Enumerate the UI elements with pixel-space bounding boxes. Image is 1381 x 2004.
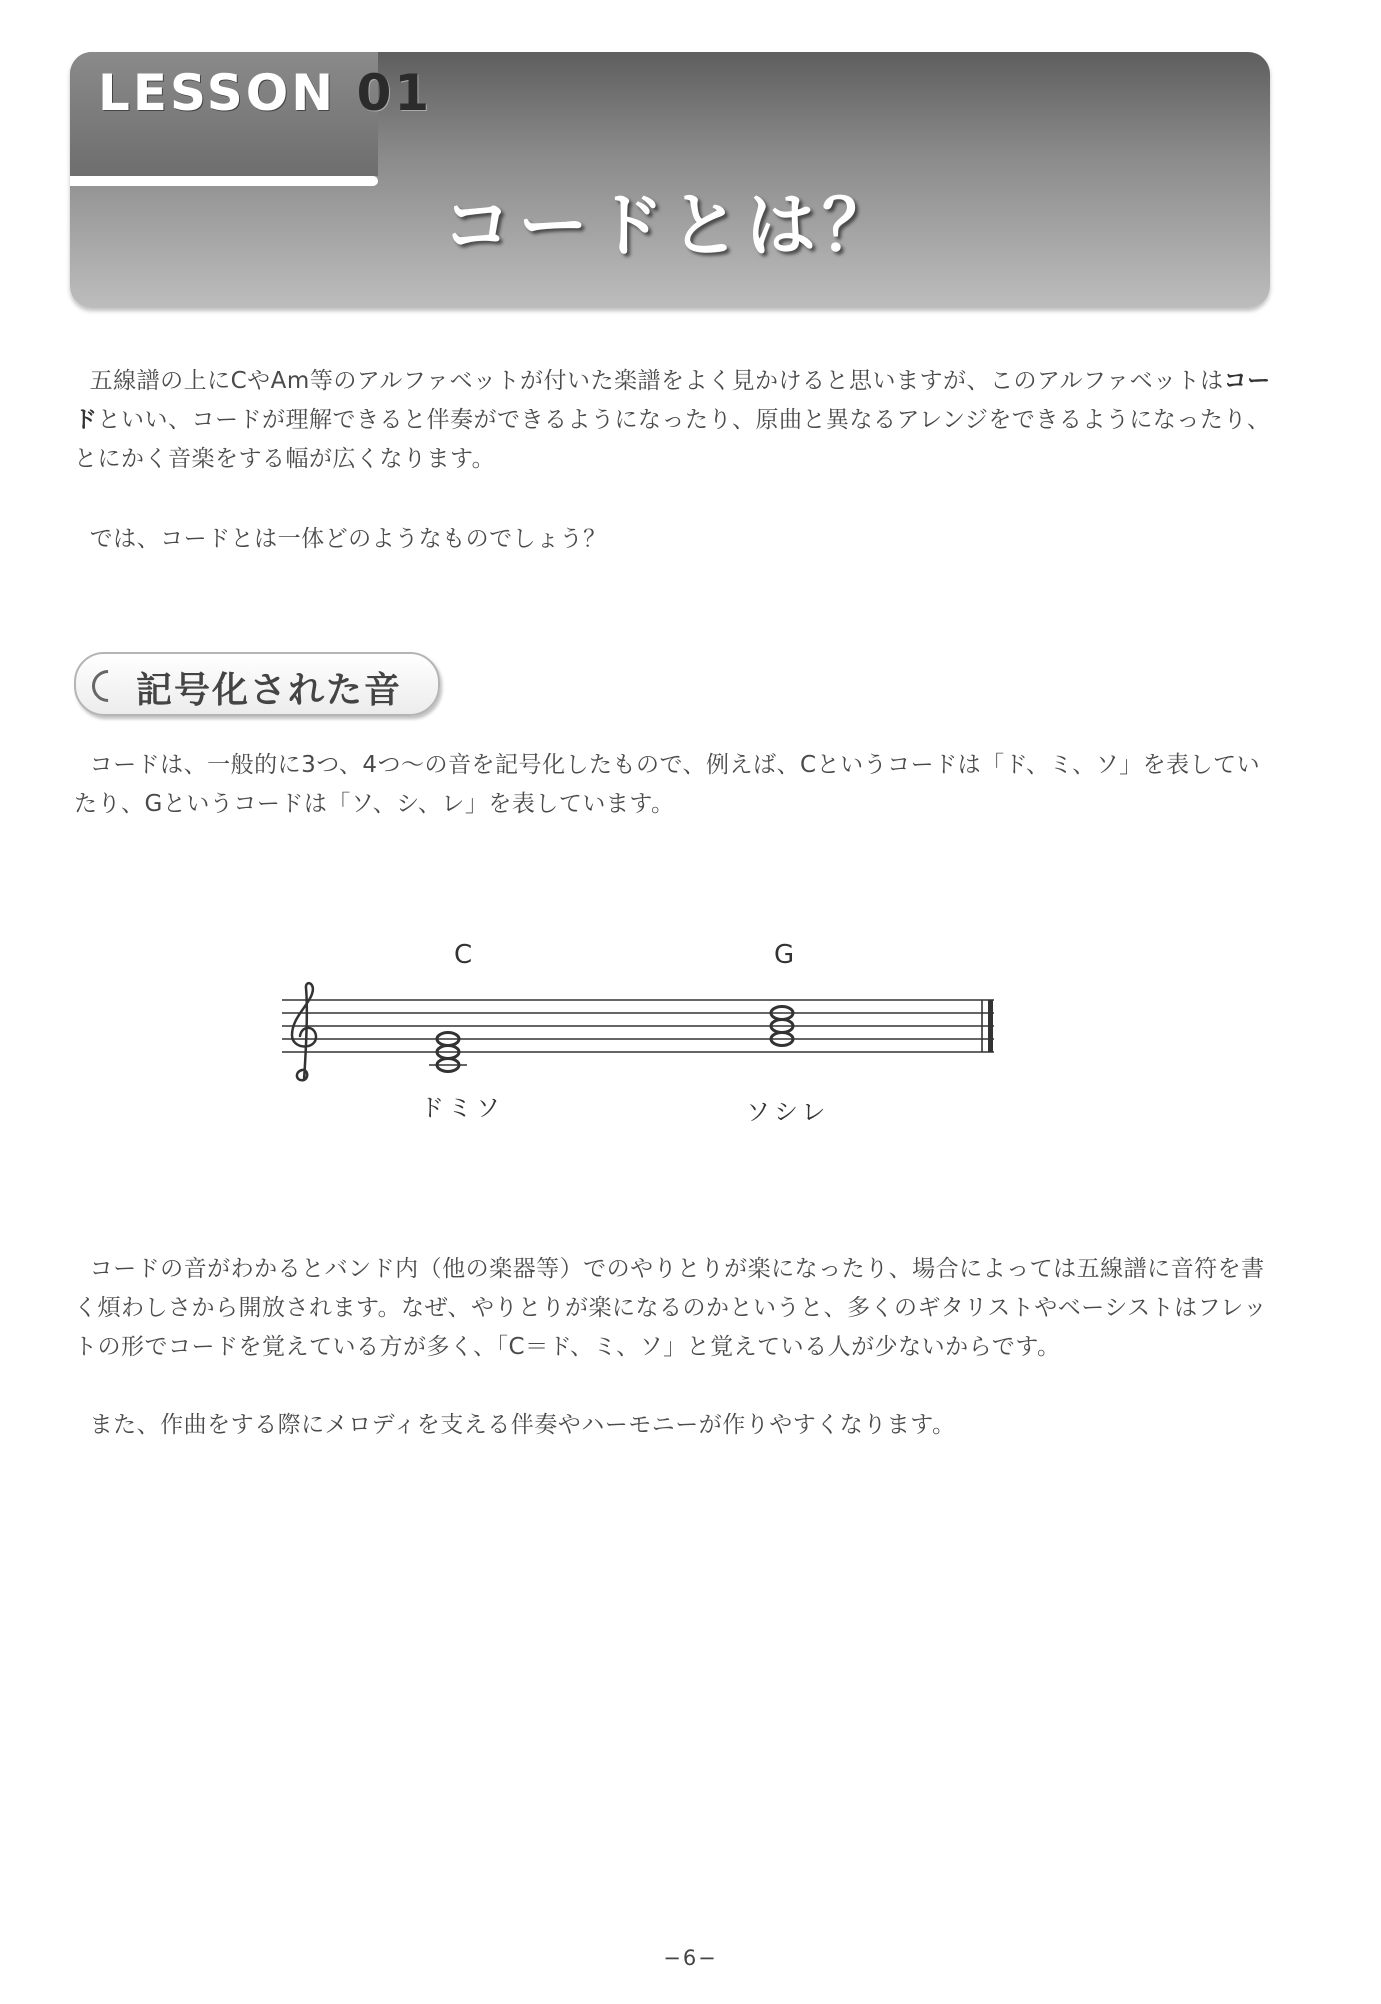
intro-text-b: といい、コードが理解できると伴奏ができるようになったり、原曲と異なるアレンジをできるようになったり、とにかく音楽をする幅が広くなります。 xyxy=(74,407,1271,472)
chord-notes-g: ソシレ xyxy=(746,1098,830,1126)
lesson-word: LESSON xyxy=(98,64,337,122)
treble-clef-icon xyxy=(292,983,316,1080)
intro-question-text: では、コードとは一体どのようなものでしょう？ xyxy=(89,526,607,552)
ring-icon xyxy=(85,663,130,708)
lesson-banner xyxy=(70,52,1270,308)
section-text: コードは、一般的に3つ、4つ〜の音を記号化したもので、例えば、Cというコードは「ド、ミ、ソ」を表していたり、Gというコードは「ソ、シ、レ」を表しています。 xyxy=(74,752,1261,817)
intro-question xyxy=(74,520,1274,559)
page-number: −6− xyxy=(663,1946,718,1970)
chord-name-g: G xyxy=(774,940,795,970)
intro-text-a: 五線譜の上にCやAm等のアルファベットが付いた楽譜をよく見かけると思いますが、このアルファベットは xyxy=(89,368,1224,394)
closing-text: コードの音がわかるとバンド内（他の楽器等）でのやりとりが楽になったり、場合によっては五線譜に音符を書く煩わしさから開放されます。なぜ、やりとりが楽になるのかというと、多くのギタリストやベーシストはフレットの形でコードを覚えている方が多く、「C＝ド、ミ、ソ」と覚えている人が少ないからです。 xyxy=(74,1256,1267,1360)
music-staff xyxy=(282,980,1002,1100)
page-title: コードとは？ xyxy=(442,184,898,267)
chord-notes-c: ドミソ xyxy=(420,1094,504,1122)
section-title: 記号化された音 xyxy=(136,670,403,711)
closing-text-2: また、作曲をする際にメロディを支える伴奏やハーモニーが作りやすくなります。 xyxy=(89,1412,956,1438)
section-paragraph xyxy=(74,746,1274,824)
chord-notation xyxy=(282,940,1002,1130)
final-barline xyxy=(988,1000,993,1052)
intro-keyword: コード xyxy=(74,368,1271,433)
closing-paragraph-2 xyxy=(74,1406,1274,1445)
closing-paragraph xyxy=(74,1250,1274,1367)
chord-name-c: C xyxy=(454,940,473,970)
lesson-number: 01 xyxy=(356,64,433,122)
section-heading xyxy=(74,652,440,716)
lesson-label xyxy=(98,64,432,122)
intro-paragraph xyxy=(74,362,1274,479)
